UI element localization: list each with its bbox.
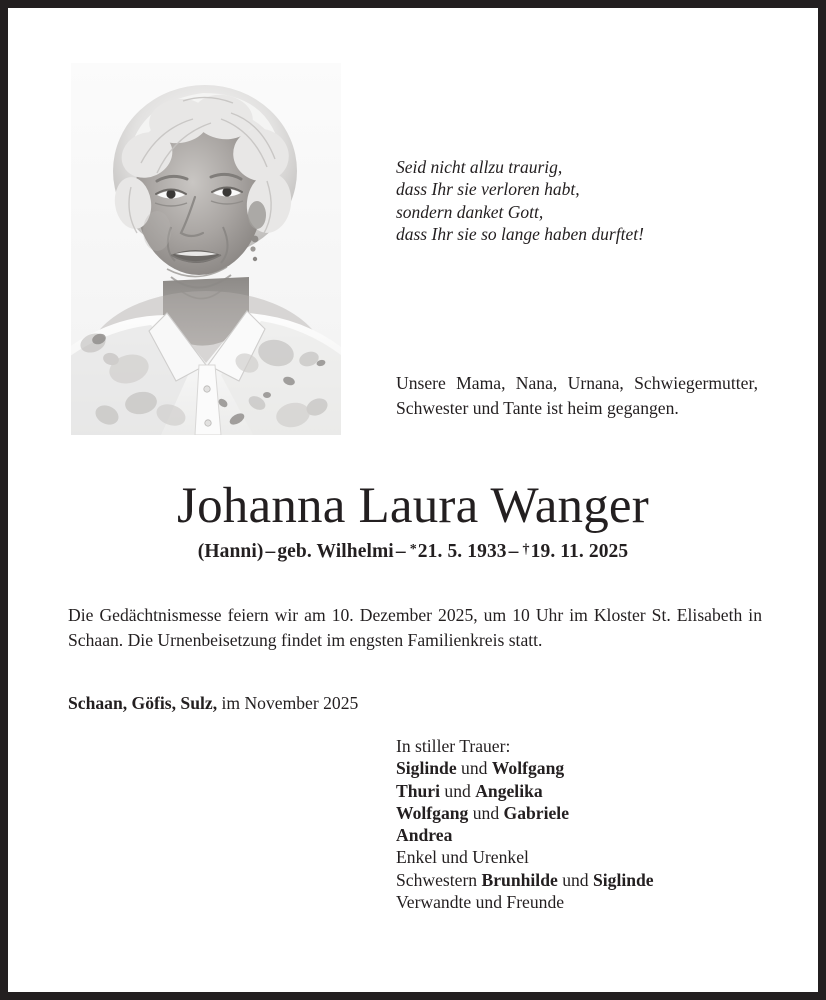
- nickname: (Hanni): [197, 541, 264, 562]
- poem-line-1: Seid nicht allzu traurig,: [396, 157, 563, 177]
- poem-line-2: dass Ihr sie verloren habt,: [396, 179, 580, 200]
- mourner-name: Angelika: [475, 780, 543, 801]
- deceased-details: [8, 538, 818, 564]
- mourner-line: [396, 846, 766, 868]
- places: Schaan, Göfis, Sulz,: [68, 693, 218, 713]
- mourner-text: und: [557, 869, 593, 890]
- name-block: [8, 478, 818, 564]
- dash-1: –: [265, 541, 276, 562]
- intro-text: Unsere Mama, Nana, Urnana, Schwiegermutter, Schwester und Tante ist heim gegangen.: [396, 373, 758, 418]
- mourner-line: [396, 869, 766, 891]
- mourner-name: Thuri: [396, 780, 441, 801]
- mourner-line: [396, 757, 766, 779]
- maiden-name: geb. Wilhelmi: [277, 541, 394, 562]
- mourner-name: Siglinde: [396, 758, 457, 779]
- mourner-name: Wolfgang: [491, 758, 565, 779]
- notice-sheet: [8, 8, 818, 992]
- mourner-line: [396, 780, 766, 802]
- death-symbol-icon: †: [522, 542, 530, 557]
- mourner-name: Andrea: [396, 825, 453, 846]
- poem-line-3: sondern danket Gott,: [396, 201, 544, 222]
- mourner-text: Verwandte und Freunde: [396, 892, 565, 913]
- mourner-name: Gabriele: [503, 802, 570, 823]
- poem-verse: [396, 156, 726, 245]
- mourner-text: Schwestern: [396, 869, 482, 890]
- death-date: 19. 11. 2025: [530, 541, 629, 562]
- mourner-line: [396, 824, 766, 846]
- service-details: Die Gedächtnismesse feiern wir am 10. Dezember 2025, um 10 Uhr im Kloster St. Elisabeth in Schaan. Die Urnenbeisetzung findet im engsten Familienkreis statt.: [68, 605, 762, 650]
- mourners-heading: In stiller Trauer:: [396, 736, 511, 756]
- mourner-names: [396, 757, 766, 913]
- mourners-list: [396, 735, 766, 913]
- mourner-name: Brunhilde: [481, 869, 558, 890]
- mourner-name: Wolfgang: [396, 802, 469, 823]
- mourner-text: und: [468, 802, 504, 823]
- portrait-photo: [71, 63, 341, 435]
- birth-date: 21. 5. 1933: [417, 541, 507, 562]
- mourner-line: [396, 802, 766, 824]
- mourner-text: Enkel und Urenkel: [396, 847, 529, 868]
- dash-3: –: [508, 541, 519, 562]
- mourner-text: und: [456, 758, 492, 779]
- mourner-text: und: [440, 780, 476, 801]
- place-and-date-line: [68, 691, 358, 715]
- dash-2: –: [395, 541, 406, 562]
- portrait-photo-image: [71, 63, 341, 435]
- mourner-name: Siglinde: [592, 869, 654, 890]
- notice-month: im November 2025: [217, 693, 359, 713]
- poem-line-4: dass Ihr sie so lange haben durftet!: [396, 223, 644, 244]
- deceased-name: Johanna Laura Wanger: [177, 478, 649, 534]
- mourner-line: [396, 891, 766, 913]
- birth-symbol-icon: *: [409, 542, 417, 557]
